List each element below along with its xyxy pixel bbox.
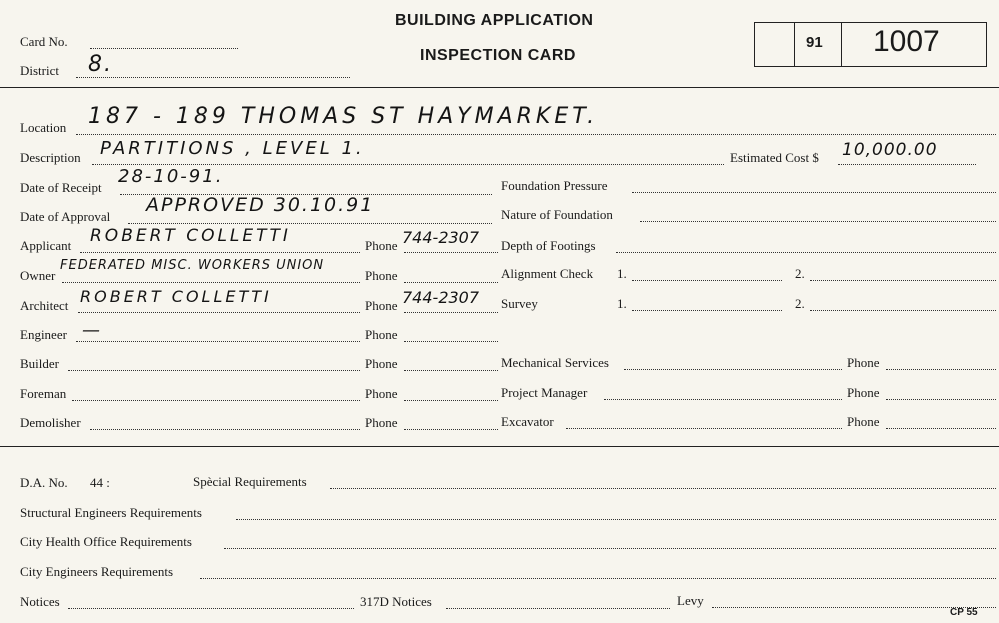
depth-of-footings-field[interactable]: [616, 252, 996, 253]
owner-value: FEDERATED MISC. WORKERS UNION: [60, 258, 325, 273]
applicant-label: Applicant: [20, 238, 72, 253]
depth-of-footings-label: Depth of Footings: [501, 238, 596, 253]
builder-field[interactable]: [68, 370, 360, 371]
foundation-pressure-field[interactable]: [632, 192, 996, 193]
engineer-phone-label: Phone: [365, 327, 398, 342]
architect-label: Architect: [20, 298, 69, 313]
special-requirements-label: Spècial Requirements: [193, 474, 307, 489]
description-field[interactable]: [92, 164, 724, 165]
builder-label: Builder: [20, 356, 59, 371]
prefix-number: 91: [806, 34, 823, 51]
engineer-label: Engineer: [20, 327, 67, 342]
health-requirements-label: City Health Office Requirements: [20, 534, 192, 549]
owner-label: Owner: [20, 268, 56, 283]
builder-phone-label: Phone: [365, 356, 398, 371]
engineer-phone-field[interactable]: [404, 341, 498, 342]
survey-field-2[interactable]: [810, 310, 996, 311]
district-label: District: [20, 63, 59, 78]
foreman-phone-label: Phone: [365, 386, 398, 401]
section-divider: [0, 446, 999, 447]
card-no-label: Card No.: [20, 34, 68, 49]
district-value: 8.: [88, 52, 113, 77]
title-line-2: INSPECTION CARD: [420, 47, 576, 64]
card-number-box: [754, 22, 987, 67]
health-requirements-field[interactable]: [224, 548, 996, 549]
survey-opt2: 2.: [795, 296, 805, 311]
nature-of-foundation-label: Nature of Foundation: [501, 207, 613, 222]
special-requirements-field[interactable]: [330, 488, 996, 489]
architect-phone-value: 744-2307: [402, 288, 480, 307]
foreman-field[interactable]: [72, 400, 360, 401]
alignment-check-opt2: 2.: [795, 266, 805, 281]
demolisher-phone-label: Phone: [365, 415, 398, 430]
location-label: Location: [20, 120, 67, 135]
da-no-value: 44 :: [90, 475, 110, 490]
city-engineers-requirements-field[interactable]: [200, 578, 996, 579]
city-engineers-requirements-label: City Engineers Requirements: [20, 564, 174, 579]
notices-317d-field[interactable]: [446, 608, 670, 609]
excavator-phone-field[interactable]: [886, 428, 996, 429]
title-line-1: BUILDING APPLICATION: [395, 12, 594, 29]
mechanical-services-field[interactable]: [624, 369, 842, 370]
owner-field[interactable]: [62, 282, 360, 283]
engineer-value: —: [82, 320, 102, 341]
mechanical-phone-label: Phone: [847, 355, 880, 370]
date-of-receipt-label: Date of Receipt: [20, 180, 102, 195]
levy-label: Levy: [677, 593, 704, 608]
excavator-field[interactable]: [566, 428, 842, 429]
mechanical-phone-field[interactable]: [886, 369, 996, 370]
location-field[interactable]: [76, 134, 996, 135]
da-no-label: D.A. No.: [20, 475, 68, 490]
notices-317d-label: 317D Notices: [360, 594, 432, 609]
notices-label: Notices: [20, 594, 60, 609]
applicant-value: ROBERT COLLETTI: [90, 226, 291, 246]
form-code: CP 55: [950, 607, 978, 618]
date-of-approval-value: APPROVED 30.10.91: [146, 194, 375, 216]
project-manager-phone-field[interactable]: [886, 399, 996, 400]
survey-field-1[interactable]: [632, 310, 782, 311]
nature-of-foundation-field[interactable]: [640, 221, 996, 222]
applicant-phone-label: Phone: [365, 238, 398, 253]
project-manager-field[interactable]: [604, 399, 842, 400]
mechanical-services-label: Mechanical Services: [501, 355, 609, 370]
architect-phone-label: Phone: [365, 298, 398, 313]
excavator-phone-label: Phone: [847, 414, 880, 429]
project-manager-phone-label: Phone: [847, 385, 880, 400]
applicant-field[interactable]: [80, 252, 360, 253]
date-of-approval-label: Date of Approval: [20, 209, 111, 224]
structural-requirements-label: Structural Engineers Requirements: [20, 505, 202, 520]
date-of-receipt-value: 28-10-91.: [118, 166, 224, 187]
location-value: 187 - 189 THOMAS ST HAYMARKET.: [88, 104, 599, 129]
alignment-check-label: Alignment Check: [501, 266, 594, 281]
estimated-cost-field[interactable]: [838, 164, 976, 165]
structural-requirements-field[interactable]: [236, 519, 996, 520]
survey-opt1: 1.: [617, 296, 627, 311]
date-of-approval-field[interactable]: [128, 223, 492, 224]
estimated-cost-label: Estimated Cost $: [730, 150, 819, 165]
alignment-check-field-1[interactable]: [632, 280, 782, 281]
foundation-pressure-label: Foundation Pressure: [501, 178, 608, 193]
applicant-phone-value: 744-2307: [402, 228, 480, 247]
district-field[interactable]: [76, 77, 350, 78]
demolisher-field[interactable]: [90, 429, 360, 430]
survey-label: Survey: [501, 296, 538, 311]
excavator-label: Excavator: [501, 414, 554, 429]
applicant-phone-field[interactable]: [404, 252, 498, 253]
owner-phone-field[interactable]: [404, 282, 498, 283]
notices-field[interactable]: [68, 608, 354, 609]
architect-phone-field[interactable]: [404, 312, 498, 313]
architect-value: ROBERT COLLETTI: [80, 287, 272, 306]
architect-field[interactable]: [78, 312, 360, 313]
engineer-field[interactable]: [76, 341, 360, 342]
foreman-label: Foreman: [20, 386, 67, 401]
estimated-cost-value: 10,000.00: [842, 140, 938, 160]
demolisher-label: Demolisher: [20, 415, 81, 430]
owner-phone-label: Phone: [365, 268, 398, 283]
card-no-field[interactable]: [90, 48, 238, 49]
card-number: 1007: [873, 25, 940, 58]
project-manager-label: Project Manager: [501, 385, 588, 400]
description-value: PARTITIONS , LEVEL 1.: [100, 138, 365, 159]
header-divider: [0, 87, 999, 88]
foreman-phone-field[interactable]: [404, 400, 498, 401]
demolisher-phone-field[interactable]: [404, 429, 498, 430]
builder-phone-field[interactable]: [404, 370, 498, 371]
description-label: Description: [20, 150, 81, 165]
alignment-check-field-2[interactable]: [810, 280, 996, 281]
alignment-check-opt1: 1.: [617, 266, 627, 281]
